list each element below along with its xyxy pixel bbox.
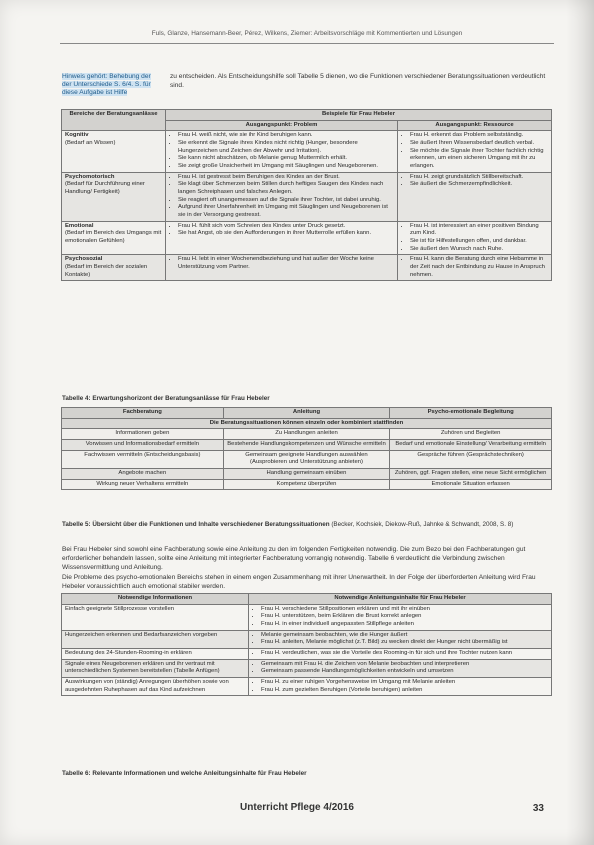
table-5-header: Psycho-emotionale Begleitung (390, 408, 552, 419)
list-item: • Frau H. zu einer ruhigen Vorgehensweise im Umgang mit Melanie anleiten (261, 679, 548, 687)
list-item: • Sie hat Angst, ob sie den Aufforderungen in ihrer Mutterrolle erfüllen kann. (178, 230, 394, 238)
table-4-category: Psychomotorisch (Bedarf für Durchführung einer Handlung/ Fertigkeit) (62, 172, 166, 221)
body-paragraph-2: Die Probleme des psycho-emotionalen Bereichs stehen in einem engen Zusammenhang mit ihrer Unerwartheit. In der Folge der überforderten Anleitung wird Frau Hebeler voraussichtlich auch emotional stabiler werden. (62, 574, 536, 590)
table-cell: Zuhören, ggf. Fragen stellen, eine neue Sicht ermöglichen (390, 469, 552, 480)
table-row (62, 604, 552, 630)
table-4-category: Psychosozial (Bedarf im Bereich der sozialen Kontakte) (62, 255, 166, 281)
table-6-left-cell: Auswirkungen von (ständig) Anregungen überhöhen sowie von ausgedehnten Ruhephasen auf das Kind aufzeichnen (62, 678, 249, 696)
table-4 (61, 109, 552, 281)
list-item: • Frau H. zeigt grundsätzlich Stillbereitschaft. (410, 174, 548, 182)
table-5-caption-source: (Becker, Kochsiek, Diekow-Ruß, Jahnke & Schwandt, 2008, S. 8) (331, 521, 514, 528)
table-4-problem-cell (166, 172, 398, 221)
table-row (62, 172, 552, 221)
list-item: • Sie klagt über Schmerzen beim Stillen durch heftiges Saugen des Kindes nach langen Schreiphasen und falsches Anlegen. (178, 181, 394, 196)
table-6-header: Notwendige Anleitungsinhalte für Frau Hebeler (249, 594, 552, 605)
table-4-problem-cell (166, 255, 398, 281)
list-item: • Frau H. fühlt sich vom Schreien des Kindes unter Druck gesetzt. (178, 223, 394, 231)
list-item: • Sie äußert den Wunsch nach Ruhe. (410, 246, 548, 254)
table-6-right-cell (249, 659, 552, 677)
list-item: • Frau H. verdeutlichen, was sie die Vorteile des Rooming-in für sich und ihre Tochter nutzen kann (261, 650, 548, 658)
table-cell: Wirkung neuer Verhaltens ermitteln (62, 479, 224, 490)
table-row (62, 678, 552, 696)
table-6-header: Notwendige Informationen (62, 594, 249, 605)
table-cell: Bestehende Handlungskompetenzen und Wünsche ermitteln (223, 440, 390, 451)
table-5-header-row (62, 408, 552, 419)
table-cell: Kompetenz überprüfen (223, 479, 390, 490)
list-item: • Sie reagiert oft unangemessen auf die Signale ihrer Tochter, ist dabei unruhig. (178, 197, 394, 205)
list-item: • Gemeinsam passende Handlungsmöglichkeiten entwickeln und umsetzen (261, 668, 548, 676)
journal-title: Unterricht Pflege 4/2016 (240, 802, 354, 813)
header-rule (60, 43, 554, 44)
list-item: • Frau H. lebt in einer Wochenendbeziehung und hat außer der Woche keine Unterstützung vom Partner. (178, 256, 394, 271)
list-item: • Frau H. in einer individuell angepassten Stillpflege anleiten (261, 621, 548, 629)
table-cell: Gemeinsam geeignete Handlungen auswählen (Ausprobieren und Unterstützung anbieten) (223, 450, 390, 468)
list-item: • Sie zeigt große Unsicherheit im Umgang mit Säuglingen und Neugeborenen. (178, 163, 394, 171)
table-4-caption: Tabelle 4: Erwartungshorizont der Beratungsanlässe für Frau Hebeler (62, 395, 270, 402)
list-item: • Frau H. ist gestresst beim Beruhigen des Kindes an der Brust. (178, 174, 394, 182)
table-5-subheader-row (62, 429, 552, 440)
table-6 (61, 593, 552, 696)
list-item: • Frau H. unterstützen, beim Erklären die Brust korrekt anlegen (261, 613, 548, 621)
table-5-subheader: Informationen geben (62, 429, 224, 440)
table-row (62, 479, 552, 490)
table-5-subheader: Zu Handlungen anleiten (223, 429, 390, 440)
table-cell: Handlung gemeinsam einüben (223, 469, 390, 480)
table-6-right-cell (249, 649, 552, 660)
table-4-ressource-cell (398, 221, 552, 255)
list-item: • Sie ist für Hilfestellungen offen, und dankbar. (410, 238, 548, 246)
table-6-right-cell (249, 604, 552, 630)
table-4-category: Kognitiv (Bedarf an Wissen) (62, 131, 166, 172)
table-row (62, 131, 552, 172)
list-item: • Melanie gemeinsam beobachten, wie die Hunger äußert (261, 632, 548, 640)
list-item: • Gemeinsam mit Frau H. die Zeichen von Melanie beobachten und interpretieren (261, 661, 548, 669)
list-item: • Frau H. erkennt das Problem selbstständig. (410, 132, 548, 140)
table-5-span-row (62, 418, 552, 429)
table-5-subheader: Zuhören und Begleiten (390, 429, 552, 440)
table-4-category: Emotional (Bedarf im Bereich des Umgangs mit emotionalen Gefühlen) (62, 221, 166, 255)
list-item: • Frau H. kann die Beratung durch eine Hebamme in der Zeit nach der Entbindung zu Hause in Anspruch nehmen. (410, 256, 548, 279)
table-5-span-cell: Die Beratungssituationen können einzeln oder kombiniert stattfinden (62, 418, 552, 429)
table-row (62, 255, 552, 281)
intro-paragraph: zu entscheiden. Als Entscheidungshilfe soll Tabelle 5 dienen, wo die Funktionen verschiedener Beratungssituationen verdeutlicht sind. (170, 73, 546, 89)
list-item: • Sie möchte die Signale ihrer Tochter fachlich richtig erkennen, um einen sicheren Umgang mit ihr zu erlangen. (410, 148, 548, 171)
table-row (62, 450, 552, 468)
table-6-left-cell: Hungerzeichen erkennen und Bedarfsanzeichen vorgeben (62, 630, 249, 648)
table-6-header-row (62, 594, 552, 605)
table-5-header: Fachberatung (62, 408, 224, 419)
body-paragraph-1: Bei Frau Hebeler sind sowohl eine Fachberatung sowie eine Anleitung zu den im folgenden Fertigkeiten notwendig. Die zum Bezo bei den Fachberatungen gut erforderlicher behandeln lassen, sollte eine Anleitung mit integrierter Fachberatung vorrangig notwendig. Tabelle 6 verdeutlicht die Verbindung zwischen Wissensvermittlung und Anleitung. (62, 546, 526, 571)
table-row (62, 649, 552, 660)
table-4-ressource-cell (398, 131, 552, 172)
table-4-header-bereiche: Bereiche der Beratungsanlässe (62, 110, 166, 131)
list-item: • Sie äußert die Schmerzempfindlichkeit. (410, 181, 548, 189)
table-4-header-row (62, 110, 552, 121)
list-item: • Frau H. anleiten, Melanie möglichst (z.T. Bild) zu wecken direkt der Hunger nicht übermäßig ist (261, 639, 548, 647)
table-row (62, 221, 552, 255)
list-item: • Sie äußert Ihren Wissensbedarf deutlich verbal. (410, 140, 548, 148)
table-6-right-cell (249, 678, 552, 696)
table-cell: Bedarf und emotionale Einstellung/ Verarbeitung ermitteln (390, 440, 552, 451)
list-item: • Sie erkennt die Signale ihres Kindes nicht richtig (Hunger, besondere Hungerzeichen und Zeichen der Abwehr und Irritation). (178, 140, 394, 155)
table-6-left-cell: Einfach geeignete Stillprozesse vorstellen (62, 604, 249, 630)
page-number: 33 (532, 803, 544, 814)
table-4-ressource-cell (398, 172, 552, 221)
intro-hint (62, 73, 162, 98)
table-6-caption: Tabelle 6: Relevante Informationen und welche Anleitungsinhalte für Frau Hebeler (62, 770, 307, 777)
table-row (62, 630, 552, 648)
list-item: • Sie kann nicht abschätzen, ob Melanie genug Muttermilch erhält. (178, 155, 394, 163)
list-item: • Aufgrund ihrer Unerfahrenheit im Umgang mit Säuglingen und Neugeborenen ist sie in der Versorgung gestresst. (178, 204, 394, 219)
table-5-caption (62, 521, 550, 529)
table-4-header-problem: Ausgangspunkt: Problem (166, 120, 398, 131)
table-cell: Fachwissen vermitteln (Entscheidungsbasis) (62, 450, 224, 468)
table-5-header: Anleitung (223, 408, 390, 419)
table-row (62, 469, 552, 480)
table-4-problem-cell (166, 221, 398, 255)
list-item: • Frau H. verschiedene Stillpositionen erklären und mit ihr einüben (261, 606, 548, 614)
table-6-left-cell: Bedeutung des 24-Stunden-Rooming-in erklären (62, 649, 249, 660)
table-cell: Vorwissen und Informationsbedarf ermitteln (62, 440, 224, 451)
table-cell: Angebote machen (62, 469, 224, 480)
table-4-header-ressource: Ausgangspunkt: Ressource (398, 120, 552, 131)
list-item: • Frau H. weiß nicht, wie sie ihr Kind beruhigen kann. (178, 132, 394, 140)
intro-hint-text: Hinweis gehört: Behebung der der Unterschiede S. 6/4. S. für diese Aufgabe ist Hilfe (62, 73, 151, 97)
table-cell: Emotionale Situation erfassen (390, 479, 552, 490)
list-item: • Frau H. ist interessiert an einer positiven Bindung zum Kind. (410, 223, 548, 238)
table-4-header-beispiel: Beispiele für Frau Hebeler (166, 110, 552, 121)
list-item: • Frau H. zum gezielten Beruhigen (Vorteile beruhigen) anleiten (261, 687, 548, 695)
table-row (62, 659, 552, 677)
table-5-caption-text: Tabelle 5: Übersicht über die Funktionen und Inhalte verschiedener Beratungssituationen (62, 521, 330, 528)
table-5 (61, 407, 552, 490)
table-6-left-cell: Signale eines Neugeborenen erklären und ihr vertraut mit unterschiedlichen Systemen bereitstellen (Tabelle Anfügen) (62, 659, 249, 677)
table-4-ressource-cell (398, 255, 552, 281)
running-head: Fuls, Glanze, Hansemann-Beer, Pérez, Wilkens, Ziemer: Arbeitsvorschläge mit Kommentierten und Lösungen (151, 30, 463, 37)
table-row (62, 440, 552, 451)
table-4-problem-cell (166, 131, 398, 172)
table-cell: Gespräche führen (Gesprächstechniken) (390, 450, 552, 468)
table-6-right-cell (249, 630, 552, 648)
